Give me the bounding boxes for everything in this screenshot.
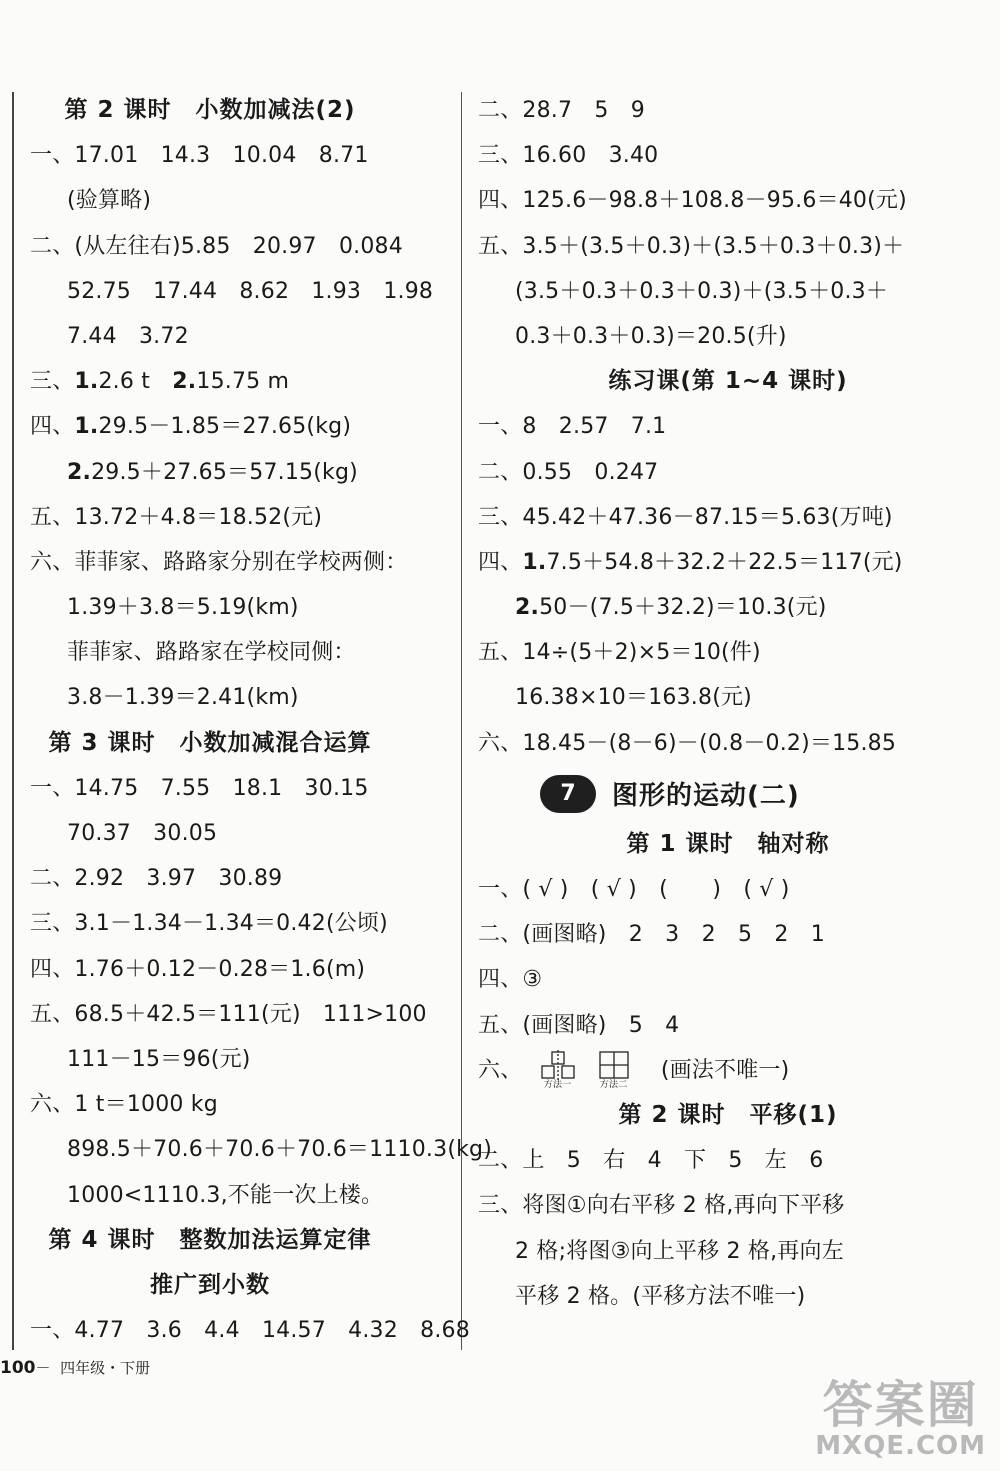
- answer-line: 一、4.77 3.6 4.4 14.57 4.32 8.68: [30, 1318, 470, 1344]
- symmetry-figure-icon: [596, 1050, 632, 1080]
- answer-line: (验算略): [67, 188, 152, 214]
- answer-line: 二、(从左往右)5.85 20.97 0.084: [30, 233, 403, 259]
- answer-line: 四、③: [478, 967, 543, 993]
- lesson-heading: 第 3 课时 小数加减混合运算: [48, 729, 372, 756]
- answer-line: 五、3.5＋(3.5＋0.3)＋(3.5＋0.3＋0.3)＋: [478, 233, 905, 259]
- answer-line: 六、1 t＝1000 kg: [30, 1092, 218, 1118]
- unit-number-badge: 7: [540, 775, 596, 813]
- answer-line: 平移 2 格。(平移方法不唯一): [515, 1283, 806, 1309]
- answer-line: 0.3＋0.3＋0.3)＝20.5(升): [515, 323, 787, 349]
- answer-line: 四、1.7.5＋54.8＋32.2＋22.5＝117(元): [478, 549, 903, 575]
- answer-line: 52.75 17.44 8.62 1.93 1.98: [67, 278, 434, 304]
- figure-method-two: 方法二: [596, 1050, 632, 1091]
- answer-line: 二、(画图略) 2 3 2 5 2 1: [478, 922, 825, 948]
- lesson-heading: 第 4 课时 整数加法运算定律: [48, 1226, 372, 1253]
- answer-line: 四、1.76＋0.12－0.28＝1.6(m): [30, 956, 366, 982]
- answer-line: 1000<1110.3,不能一次上楼。: [67, 1182, 384, 1208]
- answer-line: 四、125.6－98.8＋108.8－95.6＝40(元): [478, 188, 907, 214]
- lesson-heading: 推广到小数: [150, 1271, 270, 1298]
- answer-line: 70.37 30.05: [67, 821, 218, 846]
- symmetry-figures: [540, 1050, 632, 1091]
- unit-title-text: 图形的运动(二): [612, 781, 800, 812]
- answer-line: 2 格;将图③向上平移 2 格,再向左: [515, 1238, 844, 1264]
- answer-line: 二、2.92 3.97 30.89: [30, 866, 283, 892]
- answer-line: 三、45.42＋47.36－87.15＝5.63(万吨): [478, 504, 893, 530]
- answer-line: 五、68.5＋42.5＝111(元) 111>100: [30, 1001, 427, 1027]
- answer-line: 五、(画图略) 5 4: [478, 1012, 680, 1038]
- left-margin-rule: [12, 92, 14, 1350]
- answer-line: 二、上 5 右 4 下 5 左 6: [478, 1148, 824, 1174]
- answer-line: 三、1.2.6 t 2.15.75 m: [30, 369, 290, 395]
- answer-line: 7.44 3.72: [67, 323, 189, 349]
- left-column: [30, 88, 492, 1353]
- lesson-heading: 第 2 课时 平移(1): [618, 1101, 838, 1128]
- lesson-heading: 练习课(第 1~4 课时): [608, 368, 848, 395]
- answer-line: 二、0.55 0.247: [478, 459, 659, 485]
- lesson-heading: 第 2 课时 小数加减法(2): [64, 97, 356, 123]
- figure-method-one: 方法一: [540, 1050, 576, 1091]
- right-column: [478, 88, 978, 1319]
- symmetry-figure-icon: [540, 1050, 576, 1080]
- unit-title: [478, 766, 978, 822]
- answer-line: 六、18.45－(8－6)－(0.8－0.2)＝15.85: [478, 730, 897, 756]
- answer-line: 三、16.60 3.40: [478, 143, 659, 169]
- answer-line: 898.5＋70.6＋70.6＋70.6＝1110.3(kg): [67, 1137, 492, 1163]
- watermark-logo: 答案圈 MXQE.COM: [815, 1376, 986, 1461]
- grade-label: 四年级・下册: [60, 1359, 151, 1377]
- answer-line: 一、( √ ) ( √ ) ( ) ( √ ): [478, 877, 790, 902]
- answer-line: 2.50－(7.5＋32.2)＝10.3(元): [515, 595, 827, 621]
- answer-line: 六、菲菲家、路路家分别在学校两侧：: [30, 549, 408, 575]
- answer-line: 2.29.5＋27.65＝57.15(kg): [67, 459, 358, 485]
- answer-line: 一、17.01 14.3 10.04 8.71: [30, 143, 369, 169]
- answer-line: 一、8 2.57 7.1: [478, 414, 667, 440]
- page-footer: 100－ 四年级・下册: [0, 1358, 151, 1378]
- lesson-heading: 第 1 课时 轴对称: [626, 830, 830, 857]
- answer-line: 3.8－1.39＝2.41(km): [67, 685, 299, 711]
- answer-line: 三、3.1－1.34－1.34＝0.42(公顷): [30, 911, 388, 937]
- answer-line: 16.38×10＝163.8(元): [515, 685, 752, 711]
- answer-line: 1.39＋3.8＝5.19(km): [67, 595, 299, 621]
- answer-line: 五、14÷(5＋2)×5＝10(件): [478, 640, 761, 666]
- answer-line: 菲菲家、路路家在学校同侧：: [67, 640, 356, 666]
- answer-line: 二、28.7 5 9: [478, 98, 645, 123]
- page-number: 100: [0, 1358, 36, 1378]
- answer-line: 六、 方法一 方法二 (画法不唯一): [478, 1048, 978, 1093]
- answer-line: 一、14.75 7.55 18.1 30.15: [30, 775, 369, 801]
- answer-line: 111－15＝96(元): [67, 1046, 251, 1072]
- answer-line: 五、13.72＋4.8＝18.52(元): [30, 504, 323, 530]
- answer-line: (3.5＋0.3＋0.3＋0.3)＋(3.5＋0.3＋: [515, 278, 889, 304]
- answer-line: 四、1.29.5－1.85＝27.65(kg): [30, 414, 352, 440]
- answer-line: 三、将图①向右平移 2 格,再向下平移: [478, 1193, 845, 1219]
